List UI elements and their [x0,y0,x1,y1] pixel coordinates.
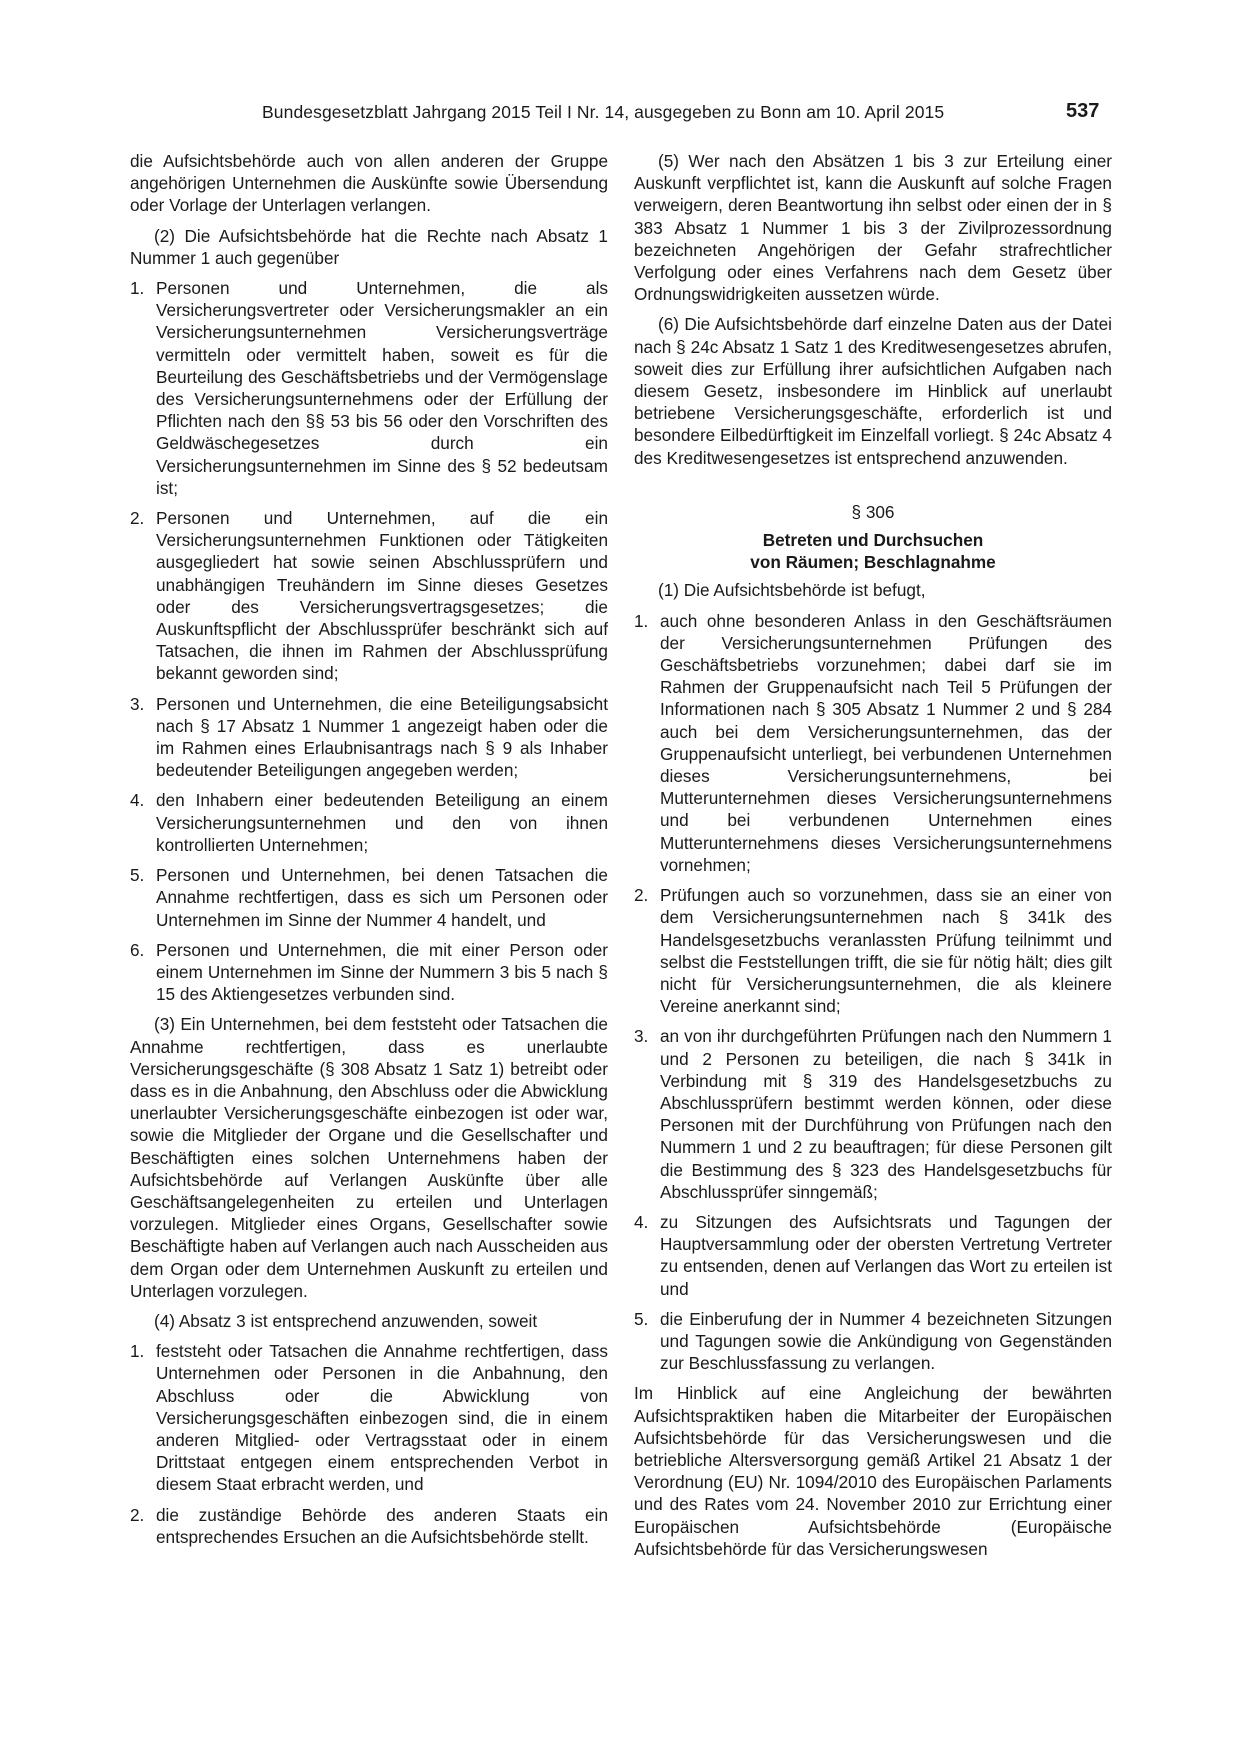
list-item-number: 2. [634,885,649,906]
section-title-line-2: von Räumen; Beschlagnahme [750,552,996,573]
list-item [130,1504,608,1548]
list-item-number: 1. [130,1341,145,1362]
page-header [0,100,1241,130]
section-title-line-1: Betreten und Durchsuchen [762,530,984,551]
list-item [634,884,1112,1017]
list-item-text: zu Sitzungen des Aufsichtsrats und Tagungen der Hauptversammlung oder der obersten Vertretung Vertreter zu entsenden, denen auf Verlangen das Wort zu erteilen ist und [660,1211,1112,1299]
paragraph-4: (4) Absatz 3 ist entsprechend anzuwenden, soweit [154,1310,538,1331]
list-item-text: den Inhabern einer bedeutenden Beteiligung an einem Versicherungsunternehmen und den von ihnen kontrollierten Unternehmen; [156,790,608,855]
paragraph-6: (6) Die Aufsichtsbehörde darf einzelne Daten aus der Datei nach § 24c Absatz 1 Satz 1 des Kreditwesengesetzes abrufen, soweit dies zur Erfüllung ihrer aufsichtlichen Aufgaben nach diesem Gesetz, insbesondere im Hinblick auf unerlaubt betriebene Versicherungsgeschäfte, erforderlich ist und besondere Eilbedürftigkeit im Einzelfall vorliegt. § 24c Absatz 4 des Kreditwesengesetzes ist entsprechend anzuwenden. [634,314,1112,468]
list-item-number: 5. [130,865,145,886]
list-item-text: feststeht oder Tatsachen die Annahme rechtfertigen, dass Unternehmen oder Personen in die Anbahnung, den Abschluss oder die Abwicklung von Versicherungsgeschäften einbezogen sind, die in einem anderen Mitglied- oder Vertragsstaat oder in einem Drittstaat entgegen einem entsprechenden Verbot in diesem Staat erbracht werden, und [156,1341,608,1495]
list-item [130,789,608,856]
list-item [130,864,608,931]
gazette-title: Bundesgesetzblatt Jahrgang 2015 Teil I Nr. 14, ausgegeben zu Bonn am 10. April 2015 [262,102,945,122]
list-item-number: 1. [130,278,145,299]
paragraph-3: (3) Ein Unternehmen, bei dem feststeht oder Tatsachen die Annahme rechtfertigen, dass es unerlaubte Versicherungsgeschäfte (§ 308 Absatz 1 Satz 1) betreibt oder dass es in die Anbahnung, den Abschluss oder die Abwicklung unerlaubter Versicherungsgeschäfte einbezogen ist oder war, sowie die Mitglieder der Organe und die Gesellschafter und Beschäftigten eines solchen Unternehmens haben der Aufsichtsbehörde auf Verlangen Auskünfte über alle Geschäftsangelegenheiten zu erteilen und Unterlagen vorzulegen. Mitglieder eines Organs, Gesellschafter sowie Beschäftigte haben auf Verlangen auch nach Ausscheiden aus dem Organ oder dem Unternehmen Auskunft zu erteilen und Unterlagen vorzulegen. [130,1014,608,1301]
list-item-number: 3. [130,693,145,714]
list-item-text: Personen und Unternehmen, die mit einer Person oder einem Unternehmen im Sinne der Nummern 3 bis 5 nach § 15 des Aktiengesetzes verbunden sind. [156,939,608,1005]
list-item-text: die zuständige Behörde des anderen Staats ein entsprechendes Ersuchen an die Aufsichtsbehörde stellt. [156,1504,608,1547]
list-item [130,507,608,685]
list-item-text: Personen und Unternehmen, die eine Beteiligungsabsicht nach § 17 Absatz 1 Nummer 1 angezeigt haben oder die im Rahmen eines Erlaubnisantrags nach § 9 als Inhaber bedeutender Beteiligungen angegeben werden; [156,693,608,781]
list-item [634,1025,1112,1203]
list-item [130,693,608,782]
list-item-number: 3. [634,1026,649,1047]
list-item-number: 4. [130,790,145,811]
list-item [634,1211,1112,1300]
list-item-text: die Einberufung der in Nummer 4 bezeichneten Sitzungen und Tagungen sowie die Ankündigung von Gegenständen zur Beschlussfassung zu verlangen. [660,1308,1112,1374]
list-item-text: Personen und Unternehmen, die als Versicherungsvertreter oder Versicherungsmakler an ein Versicherungsunternehmen Versicherungsverträge vermitteln oder vermittelt haben, soweit es für die Beurteilung des Geschäftsbetriebs und der Vermögenslage des Versicherungsunternehmens oder der Erfüllung der Pflichten nach den §§ 53 bis 56 oder den Vorschriften des Geldwäschegesetzes durch ein Versicherungsunternehmen im Sinne des § 52 bedeutsam ist; [156,278,608,498]
paragraph-5: (5) Wer nach den Absätzen 1 bis 3 zur Erteilung einer Auskunft verpflichtet ist, kann die Auskunft auf solche Fragen verweigern, deren Beantwortung ihn selbst oder einen der in § 383 Absatz 1 Nummer 1 bis 3 der Zivilprozessordnung bezeichneten Angehörigen der Gefahr strafrechtlicher Verfolgung oder eines Verfahrens nach dem Gesetz über Ordnungswidrigkeiten aussetzen würde. [634,151,1112,305]
paragraph-final: Im Hinblick auf eine Angleichung der bewährten Aufsichtspraktiken haben die Mitarbeiter der Europäischen Aufsichtsbehörde für das Versicherungswesen und die betriebliche Altersversorgung gemäß Artikel 21 Absatz 1 der Verordnung (EU) Nr. 1094/2010 des Europäischen Parlaments und des Rates vom 24. November 2010 zur Errichtung einer Europäischen Aufsichtsbehörde (Europäische Aufsichtsbehörde für das Versicherungswesen [634,1383,1112,1559]
list-item [130,277,608,499]
list-item-number: 6. [130,939,145,960]
left-column [130,150,608,1556]
list-item-text: an von ihr durchgeführten Prüfungen nach den Nummern 1 und 2 Personen zu beteiligen, die nach § 341k in Verbindung mit § 319 des Handelsgesetzbuchs zu Abschlussprüfern bestimmt werden können, oder diese Personen mit der Durchführung von Prüfungen nach den Nummern 1 und 2 zu beauftragen; für diese Personen gilt die Bestimmung des § 323 des Handelsgesetzbuchs für Abschlussprüfer sinngemäß; [660,1026,1112,1202]
list-item [634,1308,1112,1375]
list-item-number: 5. [634,1308,649,1329]
list-item-number: 2. [130,1504,145,1525]
list-item-text: Personen und Unternehmen, auf die ein Versicherungsunternehmen Funktionen oder Tätigkeiten ausgegliedert hat sowie seinen Abschlussprüfern und unabhängigen Treuhändern im Sinne dieses Gesetzes oder des Versicherungsvertragsgesetzes; die Auskunftspflicht der Abschlussprüfer beschränkt sich auf Tatsachen, die ihnen im Rahmen der Abschlussprüfung bekannt geworden sind; [156,508,608,684]
paragraph-1: (1) Die Aufsichtsbehörde ist befugt, [658,580,926,601]
list-item-text: Prüfungen auch so vorzunehmen, dass sie an einer von dem Versicherungsunternehmen nach § 341k des Handelsgesetzbuchs veranlassten Prüfung teilnimmt und selbst die Feststellungen trifft, die sie für nötig hält; dies gilt nicht für Versicherungsunternehmen, die als kleinere Vereine anerkannt sind; [660,885,1112,1017]
list-item-text: auch ohne besonderen Anlass in den Geschäftsräumen der Versicherungsunternehmen Prüfungen des Geschäftsbetriebs vorzunehmen; dabei darf sie im Rahmen der Gruppenaufsicht nach Teil 5 Prüfungen der Informationen nach § 305 Absatz 1 Nummer 2 und § 284 auch bei dem Versicherungsunternehmen, das der Gruppenaufsicht unterliegt, bei verbundenen Unternehmen dieses Versicherungsunternehmens, bei Mutterunternehmen dieses Versicherungsunternehmens und bei verbundenen Unternehmen eines Mutterunternehmens dieses Versicherungsunternehmens vornehmen; [660,610,1112,875]
page-number: 537 [1066,100,1100,122]
section-number: § 306 [851,501,895,522]
list-item [130,1340,608,1495]
list-item-text: Personen und Unternehmen, bei denen Tatsachen die Annahme rechtfertigen, dass es sich um Personen oder Unternehmen im Sinne der Nummer 4 handelt, und [156,865,608,930]
section-title [634,529,1112,573]
paragraph-2: (2) Die Aufsichtsbehörde hat die Rechte nach Absatz 1 Nummer 1 auch gegenüber [130,225,608,268]
list-item [130,939,608,1006]
list-item-number: 2. [130,508,145,529]
right-column [634,150,1112,1568]
list-item [634,610,1112,876]
paragraph-continuation: die Aufsichtsbehörde auch von allen anderen der Gruppe angehörigen Unternehmen die Auskünfte sowie Übersendung oder Vorlage der Unterlagen verlangen. [130,151,608,216]
list-item-number: 1. [634,610,649,631]
list-item-number: 4. [634,1211,649,1232]
